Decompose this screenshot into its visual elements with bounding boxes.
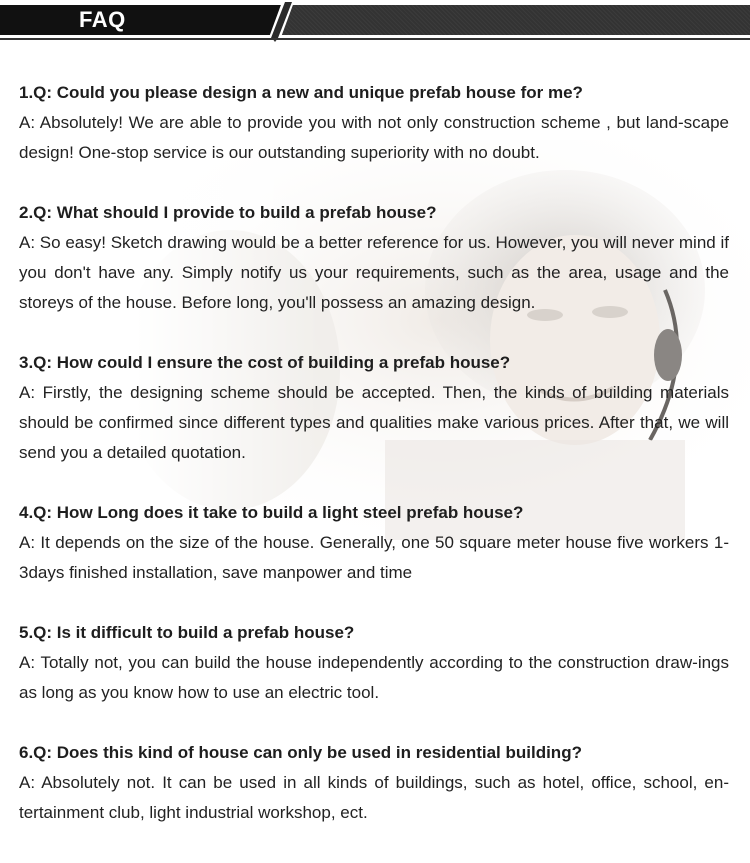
- faq-item-1: [19, 78, 729, 168]
- faq-answer: A: It depends on the size of the house. Generally, one 50 square meter house five workers 1-3days finished installation, save manpower and time: [19, 533, 729, 582]
- faq-header: [0, 0, 750, 46]
- faq-item-6: [19, 738, 729, 828]
- faq-title: FAQ: [79, 7, 126, 32]
- faq-answer: A: So easy! Sketch drawing would be a better reference for us. However, you will never mind if you don't have any. Simply notify us your requirements, such as the area, usage and the storeys of the house. Before long, you'll possess an amazing design.: [19, 233, 729, 312]
- faq-question: 1.Q: Could you please design a new and unique prefab house for me?: [19, 83, 583, 102]
- faq-question: 6.Q: Does this kind of house can only be used in residential building?: [19, 743, 582, 762]
- faq-item-2: [19, 198, 729, 318]
- faq-answer: A: Absolutely! We are able to provide you with not only construction scheme , but land-scape design! One-stop service is our outstanding superiority with no doubt.: [19, 113, 729, 162]
- faq-item-4: [19, 498, 729, 588]
- faq-question: 5.Q: Is it difficult to build a prefab house?: [19, 623, 355, 642]
- header-divider: [0, 38, 750, 40]
- faq-answer: A: Totally not, you can build the house independently according to the construction draw-ings as long as you know how to use an electric tool.: [19, 653, 729, 702]
- header-title-block: [0, 5, 282, 35]
- faq-answer: A: Absolutely not. It can be used in all kinds of buildings, such as hotel, office, school, en-tertainment club, light industrial workshop, ect.: [19, 773, 729, 822]
- faq-item-3: [19, 348, 729, 468]
- faq-list: [19, 78, 729, 858]
- header-slash-decoration: [268, 2, 294, 42]
- faq-question: 4.Q: How Long does it take to build a light steel prefab house?: [19, 503, 524, 522]
- faq-question: 3.Q: How could I ensure the cost of building a prefab house?: [19, 353, 511, 372]
- faq-item-5: [19, 618, 729, 708]
- faq-answer: A: Firstly, the designing scheme should be accepted. Then, the kinds of building materials should be confirmed since different types and qualities make various prices. After that, we will send you a detailed quotation.: [19, 383, 729, 462]
- faq-question: 2.Q: What should I provide to build a prefab house?: [19, 203, 437, 222]
